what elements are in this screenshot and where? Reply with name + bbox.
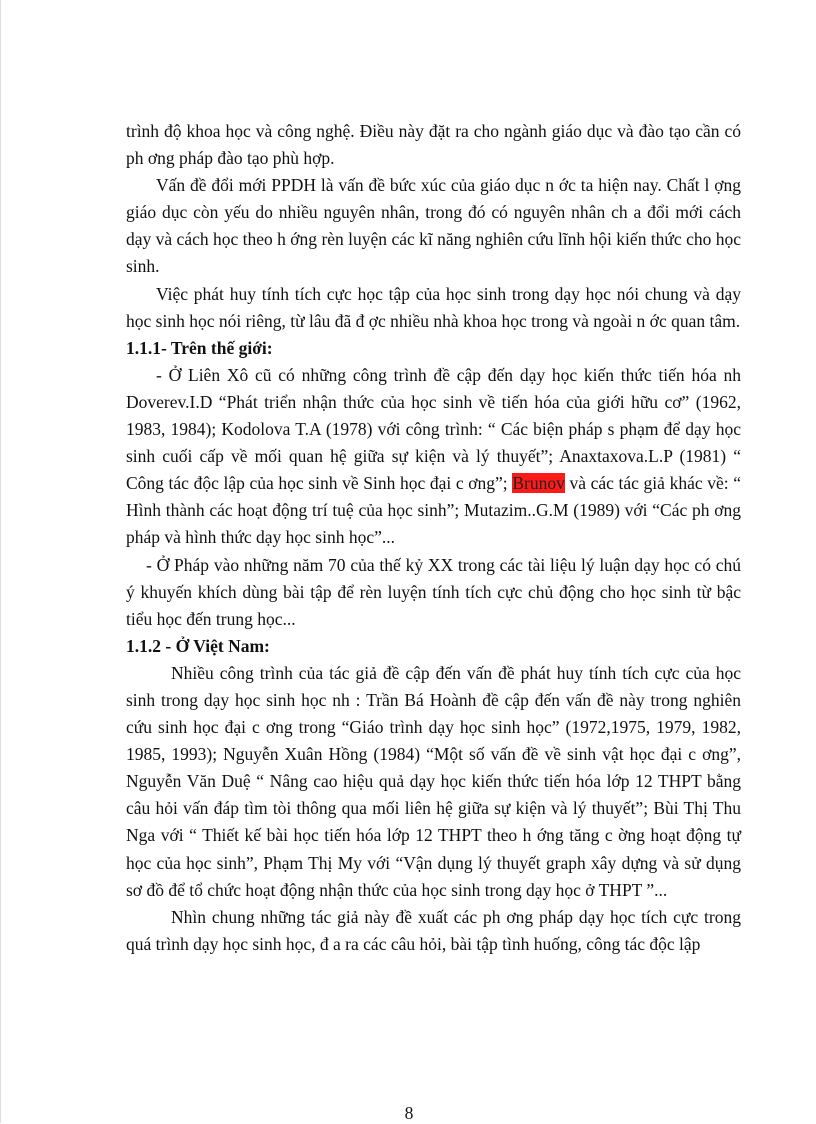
highlighted-name-brunov: Brunov <box>512 473 565 494</box>
paragraph-ppdh-reform: Vấn đề đổi mới PPDH là vấn đề bức xúc của giáo dục n ớc ta hiện nay. Chất l ợng giáo dục còn yếu do nhiều nguyên nhân, trong đó có nguyên nhân ch a đổi mới cách dạy và cách học theo h ớng rèn luyện các kĩ năng nghiên cứu lĩnh hội kiến thức cho học sinh. <box>126 175 741 277</box>
paragraph-active-learning: Việc phát huy tính tích cực học tập của học sinh trong dạy học nói chung và dạy học sinh học nói riêng, từ lâu đã đ ợc nhiều nhà khoa học trong và ngoài n ớc quan tâm. <box>126 283 741 331</box>
document-body <box>126 118 741 958</box>
paragraph-soviet-research <box>126 362 741 552</box>
paragraph-intro-continuation: trình độ khoa học và công nghệ. Điều này đặt ra cho ngành giáo dục và đào tạo cần có ph ơng pháp đào tạo phù hợp. <box>126 121 741 169</box>
paragraph-summary: Nhìn chung những tác giả này đề xuất các ph ơng pháp dạy học tích cực trong quá trình dạy học sinh học, đ a ra các câu hỏi, bài tập tình huống, công tác độc lập <box>126 906 741 954</box>
soviet-research-text: - Ở Liên Xô cũ có những công trình đề cập đến dạy học kiến thức tiến hóa nh Doverev.I.D “Phát triển nhận thức của học sinh về tiến hóa của giới hữu cơ” (1962, 1983, 1984); Kodolova T.A (1978) với công trình: “ Các biện pháp s phạm để dạy học sinh cuối cấp về mối quan hệ giữa sự kiện và lý thuyết”; Anaxtaxova.L.P (1981) “ Công tác độc lập của học sinh về Sinh học đại c ơng”; <box>126 364 741 494</box>
paragraph-france-research: - Ở Pháp vào những năm 70 của thế kỷ XX trong các tài liệu lý luận dạy học có chú ý khuyến khích dùng bài tập để rèn luyện tính tích cực chủ động cho học sinh từ bậc tiểu học đến trung học... <box>126 554 741 629</box>
section-heading-world: 1.1.1- Trên thế giới: <box>126 337 273 358</box>
paragraph-vietnam-research: Nhiều công trình của tác giả đề cập đến vấn đề phát huy tính tích cực của học sinh trong dạy học sinh học nh : Trần Bá Hoành đề cập đến vấn đề này trong nghiên cứu sinh học đại c ơng trong “Giáo trình dạy học sinh học” (1972,1975, 1979, 1982, 1985, 1993); Nguyễn Xuân Hồng (1984) “Một số vấn đề về sinh vật học đại c ơng”, Nguyễn Văn Duệ “ Nâng cao hiệu quả dạy học kiến thức tiến hóa lớp 12 THPT bằng câu hỏi vấn đáp tìm tòi thông qua mối liên hệ giữa sự kiện và lý thuyết”; Bùi Thị Thu Nga với “ Thiết kế bài học tiến hóa lớp 12 THPT theo h ớng tăng c ờng hoạt động tự học của học sinh”, Phạm Thị My với “Vận dụng lý thuyết graph xây dựng và sử dụng sơ đồ để tổ chức hoạt động nhận thức của học sinh trong dạy học ở THPT ”... <box>126 662 741 900</box>
soviet-research-text-continued: và các tác giả khác về: “ Hình thành các hoạt động trí tuệ của học sinh”; Mutazim..G.M (1989) với “Các ph ơng pháp và hình thức dạy học sinh học”... <box>126 473 742 548</box>
section-heading-vietnam: 1.1.2 - Ở Việt Nam: <box>126 635 270 656</box>
page-number: 8 <box>404 1103 414 1123</box>
